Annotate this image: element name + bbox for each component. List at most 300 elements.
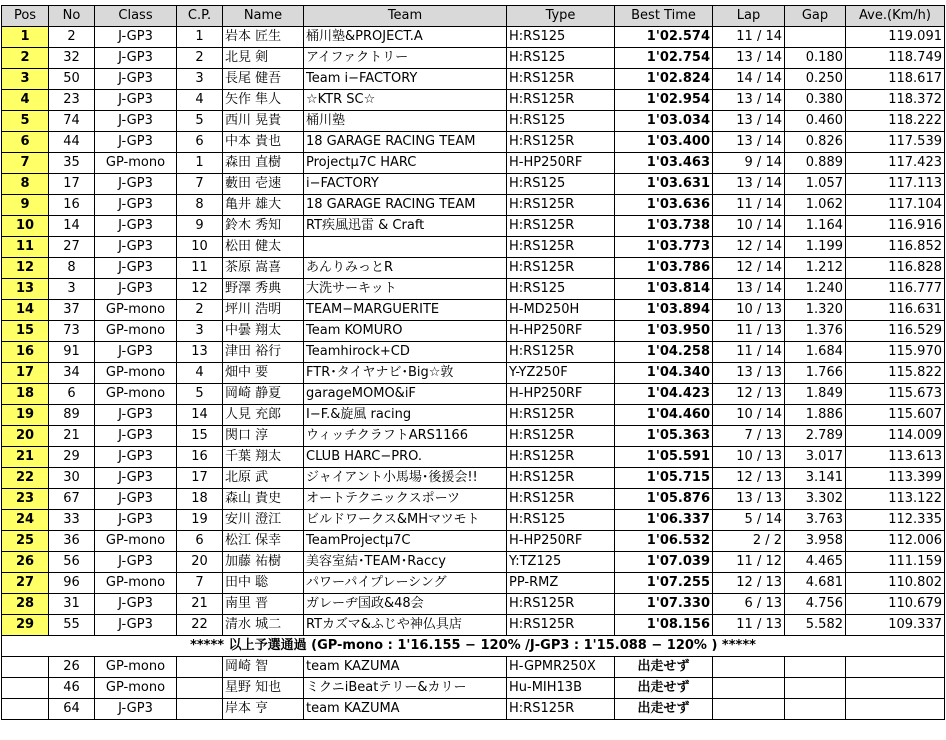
pos-cell: 2 bbox=[2, 48, 49, 69]
name-cell: 南里 晋 bbox=[223, 594, 304, 615]
gap-cell: 1.684 bbox=[785, 342, 846, 363]
pos-cell: 12 bbox=[2, 258, 49, 279]
gap-cell: 4.681 bbox=[785, 573, 846, 594]
best-time-cell: 1'04.258 bbox=[615, 342, 713, 363]
cp-cell bbox=[177, 678, 223, 699]
type-cell: H:RS125 bbox=[507, 174, 615, 195]
table-row bbox=[2, 321, 945, 342]
name-cell: 矢作 隼人 bbox=[223, 90, 304, 111]
gap-cell: 1.320 bbox=[785, 300, 846, 321]
lap-cell: 12 / 13 bbox=[713, 468, 785, 489]
type-cell: H:RS125R bbox=[507, 468, 615, 489]
gap-cell: 1.199 bbox=[785, 237, 846, 258]
no-cell: 64 bbox=[49, 699, 95, 720]
no-cell: 30 bbox=[49, 468, 95, 489]
class-cell: J-GP3 bbox=[95, 594, 177, 615]
gap-cell: 1.849 bbox=[785, 384, 846, 405]
name-cell: 岡崎 智 bbox=[223, 657, 304, 678]
type-cell: PP-RMZ bbox=[507, 573, 615, 594]
pos-cell: 11 bbox=[2, 237, 49, 258]
team-cell: ウィッチクラフトARS1166 bbox=[304, 426, 507, 447]
lap-cell: 11 / 14 bbox=[713, 27, 785, 48]
name-cell: 人見 充郎 bbox=[223, 405, 304, 426]
lap-cell: 10 / 13 bbox=[713, 300, 785, 321]
gap-cell: 1.057 bbox=[785, 174, 846, 195]
name-cell: 茶原 嵩喜 bbox=[223, 258, 304, 279]
team-cell: RT疾風迅雷 & Craft bbox=[304, 216, 507, 237]
best-time-cell: 1'03.894 bbox=[615, 300, 713, 321]
team-cell: i−FACTORY bbox=[304, 174, 507, 195]
name-cell: 森山 貴史 bbox=[223, 489, 304, 510]
best-time-cell: 1'02.754 bbox=[615, 48, 713, 69]
name-cell: 松江 保幸 bbox=[223, 531, 304, 552]
name-cell: 亀井 雄大 bbox=[223, 195, 304, 216]
ave-cell: 110.679 bbox=[846, 594, 945, 615]
best-time-cell: 1'03.034 bbox=[615, 111, 713, 132]
gap-cell: 1.376 bbox=[785, 321, 846, 342]
best-time-cell: 1'04.423 bbox=[615, 384, 713, 405]
status-cell: 出走せず bbox=[615, 699, 713, 720]
pos-cell: 28 bbox=[2, 594, 49, 615]
type-cell: H:RS125R bbox=[507, 405, 615, 426]
class-cell: J-GP3 bbox=[95, 90, 177, 111]
lap-cell: 6 / 13 bbox=[713, 594, 785, 615]
team-cell: I−F.&旋風 racing bbox=[304, 405, 507, 426]
best-time-cell: 1'04.340 bbox=[615, 363, 713, 384]
table-row bbox=[2, 48, 945, 69]
type-cell: H-GPMR250X bbox=[507, 657, 615, 678]
pos-cell: 21 bbox=[2, 447, 49, 468]
best-time-cell: 1'03.773 bbox=[615, 237, 713, 258]
ave-cell: 116.828 bbox=[846, 258, 945, 279]
ave-cell: 118.749 bbox=[846, 48, 945, 69]
name-cell: 藪田 壱速 bbox=[223, 174, 304, 195]
team-cell: ☆KTR SC☆ bbox=[304, 90, 507, 111]
pos-cell: 4 bbox=[2, 90, 49, 111]
gap-cell: 0.380 bbox=[785, 90, 846, 111]
pos-cell: 29 bbox=[2, 615, 49, 636]
no-cell: 35 bbox=[49, 153, 95, 174]
lap-cell: 11 / 14 bbox=[713, 342, 785, 363]
cp-cell: 14 bbox=[177, 405, 223, 426]
type-cell: H-HP250RF bbox=[507, 531, 615, 552]
type-cell: H:RS125R bbox=[507, 594, 615, 615]
cp-cell: 19 bbox=[177, 510, 223, 531]
lap-cell: 13 / 14 bbox=[713, 132, 785, 153]
cp-cell: 6 bbox=[177, 531, 223, 552]
team-cell: ガレーヂ国政&48会 bbox=[304, 594, 507, 615]
lap-cell: 12 / 14 bbox=[713, 237, 785, 258]
team-cell: パワーパイプレーシング bbox=[304, 573, 507, 594]
table-row bbox=[2, 510, 945, 531]
lap-cell: 13 / 14 bbox=[713, 174, 785, 195]
pos-cell: 15 bbox=[2, 321, 49, 342]
name-cell: 西川 晃貴 bbox=[223, 111, 304, 132]
type-cell: H-HP250RF bbox=[507, 321, 615, 342]
no-cell: 36 bbox=[49, 531, 95, 552]
best-time-cell: 1'05.715 bbox=[615, 468, 713, 489]
type-cell: Y:TZ125 bbox=[507, 552, 615, 573]
name-cell: 岩本 匠生 bbox=[223, 27, 304, 48]
class-cell: J-GP3 bbox=[95, 489, 177, 510]
type-cell: H:RS125R bbox=[507, 195, 615, 216]
ave-cell: 116.916 bbox=[846, 216, 945, 237]
name-cell: 千葉 翔太 bbox=[223, 447, 304, 468]
best-time-cell: 1'04.460 bbox=[615, 405, 713, 426]
no-cell: 26 bbox=[49, 657, 95, 678]
gap-cell: 1.240 bbox=[785, 279, 846, 300]
table-row bbox=[2, 405, 945, 426]
table-row bbox=[2, 132, 945, 153]
cp-cell: 13 bbox=[177, 342, 223, 363]
cp-cell: 3 bbox=[177, 321, 223, 342]
pos-cell: 3 bbox=[2, 69, 49, 90]
name-cell: 清水 城二 bbox=[223, 615, 304, 636]
gap-cell: 0.460 bbox=[785, 111, 846, 132]
class-cell: J-GP3 bbox=[95, 342, 177, 363]
gap-cell: 0.889 bbox=[785, 153, 846, 174]
pos-cell: 6 bbox=[2, 132, 49, 153]
cp-cell: 4 bbox=[177, 363, 223, 384]
gap-cell: 1.886 bbox=[785, 405, 846, 426]
table-row bbox=[2, 594, 945, 615]
status-cell: 出走せず bbox=[615, 678, 713, 699]
best-time-cell: 1'02.824 bbox=[615, 69, 713, 90]
no-cell: 34 bbox=[49, 363, 95, 384]
ave-cell: 113.613 bbox=[846, 447, 945, 468]
ave-cell: 111.159 bbox=[846, 552, 945, 573]
gap-cell: 1.062 bbox=[785, 195, 846, 216]
lap-cell: 12 / 14 bbox=[713, 258, 785, 279]
class-cell: J-GP3 bbox=[95, 510, 177, 531]
no-cell: 31 bbox=[49, 594, 95, 615]
gap-cell: 2.789 bbox=[785, 426, 846, 447]
team-cell: FTR･タイヤナビ･Big☆敦 bbox=[304, 363, 507, 384]
no-cell: 37 bbox=[49, 300, 95, 321]
dns-row bbox=[2, 699, 945, 720]
best-time-cell: 1'03.463 bbox=[615, 153, 713, 174]
type-cell: H:RS125R bbox=[507, 258, 615, 279]
no-cell: 17 bbox=[49, 174, 95, 195]
class-cell: GP-mono bbox=[95, 573, 177, 594]
ave-cell: 116.631 bbox=[846, 300, 945, 321]
team-cell: RTカズマ&ふじや神仏具店 bbox=[304, 615, 507, 636]
lap-cell: 10 / 14 bbox=[713, 216, 785, 237]
table-row bbox=[2, 342, 945, 363]
team-cell: Team KOMURO bbox=[304, 321, 507, 342]
type-cell: H-HP250RF bbox=[507, 384, 615, 405]
status-cell: 出走せず bbox=[615, 657, 713, 678]
header-ave: Ave.(Km/h) bbox=[846, 6, 945, 27]
lap-cell bbox=[713, 699, 785, 720]
table-row bbox=[2, 279, 945, 300]
cp-cell: 1 bbox=[177, 153, 223, 174]
pos-cell: 18 bbox=[2, 384, 49, 405]
table-row bbox=[2, 363, 945, 384]
header-team: Team bbox=[304, 6, 507, 27]
team-cell: 桶川塾&PROJECT.A bbox=[304, 27, 507, 48]
team-cell: TeamProjectμ7C bbox=[304, 531, 507, 552]
no-cell: 56 bbox=[49, 552, 95, 573]
results-table bbox=[1, 5, 945, 720]
type-cell: H:RS125R bbox=[507, 216, 615, 237]
team-cell: garageMOMO&iF bbox=[304, 384, 507, 405]
header-class: Class bbox=[95, 6, 177, 27]
cp-cell: 21 bbox=[177, 594, 223, 615]
type-cell: H:RS125R bbox=[507, 426, 615, 447]
header-name: Name bbox=[223, 6, 304, 27]
name-cell: 加藤 祐樹 bbox=[223, 552, 304, 573]
gap-cell: 3.302 bbox=[785, 489, 846, 510]
team-cell: CLUB HARC−PRO. bbox=[304, 447, 507, 468]
best-time-cell: 1'06.337 bbox=[615, 510, 713, 531]
no-cell: 32 bbox=[49, 48, 95, 69]
best-time-cell: 1'03.636 bbox=[615, 195, 713, 216]
pos-cell: 25 bbox=[2, 531, 49, 552]
ave-cell: 109.337 bbox=[846, 615, 945, 636]
no-cell: 96 bbox=[49, 573, 95, 594]
pos-cell: 17 bbox=[2, 363, 49, 384]
class-cell: J-GP3 bbox=[95, 132, 177, 153]
lap-cell: 10 / 13 bbox=[713, 447, 785, 468]
best-time-cell: 1'06.532 bbox=[615, 531, 713, 552]
dns-row bbox=[2, 657, 945, 678]
gap-cell: 0.250 bbox=[785, 69, 846, 90]
team-cell: あんりみっとR bbox=[304, 258, 507, 279]
ave-cell: 119.091 bbox=[846, 27, 945, 48]
no-cell: 73 bbox=[49, 321, 95, 342]
lap-cell bbox=[713, 657, 785, 678]
type-cell: H:RS125 bbox=[507, 27, 615, 48]
best-time-cell: 1'05.876 bbox=[615, 489, 713, 510]
class-cell: GP-mono bbox=[95, 363, 177, 384]
type-cell: H:RS125 bbox=[507, 279, 615, 300]
gap-cell: 4.465 bbox=[785, 552, 846, 573]
ave-cell: 118.372 bbox=[846, 90, 945, 111]
class-cell: J-GP3 bbox=[95, 27, 177, 48]
name-cell: 安川 澄江 bbox=[223, 510, 304, 531]
no-cell: 16 bbox=[49, 195, 95, 216]
lap-cell: 13 / 14 bbox=[713, 279, 785, 300]
class-cell: J-GP3 bbox=[95, 468, 177, 489]
ave-cell: 112.335 bbox=[846, 510, 945, 531]
pos-cell: 10 bbox=[2, 216, 49, 237]
type-cell: H:RS125 bbox=[507, 510, 615, 531]
ave-cell: 117.113 bbox=[846, 174, 945, 195]
table-row bbox=[2, 216, 945, 237]
type-cell: H:RS125R bbox=[507, 699, 615, 720]
team-cell: アイファクトリー bbox=[304, 48, 507, 69]
table-row bbox=[2, 300, 945, 321]
pos-cell bbox=[2, 699, 49, 720]
best-time-cell: 1'03.786 bbox=[615, 258, 713, 279]
class-cell: GP-mono bbox=[95, 153, 177, 174]
no-cell: 91 bbox=[49, 342, 95, 363]
team-cell: 大洗サーキット bbox=[304, 279, 507, 300]
name-cell: 坪川 浩明 bbox=[223, 300, 304, 321]
pos-cell: 7 bbox=[2, 153, 49, 174]
qualification-note-row bbox=[2, 636, 945, 657]
gap-cell: 3.141 bbox=[785, 468, 846, 489]
ave-cell: 118.617 bbox=[846, 69, 945, 90]
best-time-cell: 1'03.738 bbox=[615, 216, 713, 237]
no-cell: 2 bbox=[49, 27, 95, 48]
no-cell: 6 bbox=[49, 384, 95, 405]
type-cell: H:RS125R bbox=[507, 90, 615, 111]
lap-cell bbox=[713, 678, 785, 699]
class-cell: GP-mono bbox=[95, 384, 177, 405]
name-cell: 松田 健太 bbox=[223, 237, 304, 258]
no-cell: 50 bbox=[49, 69, 95, 90]
lap-cell: 14 / 14 bbox=[713, 69, 785, 90]
best-time-cell: 1'03.950 bbox=[615, 321, 713, 342]
class-cell: GP-mono bbox=[95, 531, 177, 552]
no-cell: 23 bbox=[49, 90, 95, 111]
team-cell bbox=[304, 237, 507, 258]
no-cell: 67 bbox=[49, 489, 95, 510]
name-cell: 鈴木 秀知 bbox=[223, 216, 304, 237]
pos-cell: 5 bbox=[2, 111, 49, 132]
team-cell: 18 GARAGE RACING TEAM bbox=[304, 132, 507, 153]
lap-cell: 12 / 13 bbox=[713, 573, 785, 594]
header-best-time: Best Time bbox=[615, 6, 713, 27]
cp-cell: 17 bbox=[177, 468, 223, 489]
best-time-cell: 1'03.814 bbox=[615, 279, 713, 300]
best-time-cell: 1'07.330 bbox=[615, 594, 713, 615]
cp-cell: 2 bbox=[177, 300, 223, 321]
ave-cell bbox=[846, 657, 945, 678]
table-row bbox=[2, 111, 945, 132]
ave-cell bbox=[846, 699, 945, 720]
table-row bbox=[2, 258, 945, 279]
table-row bbox=[2, 468, 945, 489]
table-row bbox=[2, 615, 945, 636]
cp-cell: 8 bbox=[177, 195, 223, 216]
header-no: No bbox=[49, 6, 95, 27]
cp-cell bbox=[177, 699, 223, 720]
pos-cell: 16 bbox=[2, 342, 49, 363]
name-cell: 津田 裕行 bbox=[223, 342, 304, 363]
team-cell: Teamhirock+CD bbox=[304, 342, 507, 363]
gap-cell: 1.212 bbox=[785, 258, 846, 279]
type-cell: H-HP250RF bbox=[507, 153, 615, 174]
class-cell: J-GP3 bbox=[95, 699, 177, 720]
team-cell: TEAM−MARGUERITE bbox=[304, 300, 507, 321]
type-cell: H:RS125 bbox=[507, 48, 615, 69]
cp-cell: 9 bbox=[177, 216, 223, 237]
pos-cell: 27 bbox=[2, 573, 49, 594]
cp-cell: 15 bbox=[177, 426, 223, 447]
team-cell: ビルドワークス&MHマツモト bbox=[304, 510, 507, 531]
team-cell: 18 GARAGE RACING TEAM bbox=[304, 195, 507, 216]
lap-cell: 13 / 13 bbox=[713, 363, 785, 384]
ave-cell: 117.539 bbox=[846, 132, 945, 153]
pos-cell: 26 bbox=[2, 552, 49, 573]
gap-cell: 5.582 bbox=[785, 615, 846, 636]
no-cell: 46 bbox=[49, 678, 95, 699]
name-cell: 森田 直樹 bbox=[223, 153, 304, 174]
header-gap: Gap bbox=[785, 6, 846, 27]
lap-cell: 13 / 14 bbox=[713, 48, 785, 69]
lap-cell: 11 / 13 bbox=[713, 321, 785, 342]
ave-cell: 116.852 bbox=[846, 237, 945, 258]
pos-cell bbox=[2, 678, 49, 699]
no-cell: 3 bbox=[49, 279, 95, 300]
ave-cell: 110.802 bbox=[846, 573, 945, 594]
lap-cell: 9 / 14 bbox=[713, 153, 785, 174]
ave-cell: 112.006 bbox=[846, 531, 945, 552]
header-pos: Pos bbox=[2, 6, 49, 27]
team-cell: team KAZUMA bbox=[304, 699, 507, 720]
table-row bbox=[2, 27, 945, 48]
ave-cell: 115.673 bbox=[846, 384, 945, 405]
table-row bbox=[2, 174, 945, 195]
cp-cell bbox=[177, 657, 223, 678]
gap-cell: 3.017 bbox=[785, 447, 846, 468]
header-cp: C.P. bbox=[177, 6, 223, 27]
type-cell: H:RS125R bbox=[507, 132, 615, 153]
name-cell: 野澤 秀典 bbox=[223, 279, 304, 300]
table-row bbox=[2, 237, 945, 258]
ave-cell: 115.970 bbox=[846, 342, 945, 363]
lap-cell: 11 / 14 bbox=[713, 195, 785, 216]
gap-cell bbox=[785, 699, 846, 720]
ave-cell: 117.423 bbox=[846, 153, 945, 174]
cp-cell: 22 bbox=[177, 615, 223, 636]
class-cell: J-GP3 bbox=[95, 48, 177, 69]
class-cell: J-GP3 bbox=[95, 279, 177, 300]
type-cell: H:RS125R bbox=[507, 342, 615, 363]
gap-cell: 4.756 bbox=[785, 594, 846, 615]
cp-cell: 20 bbox=[177, 552, 223, 573]
cp-cell: 1 bbox=[177, 27, 223, 48]
no-cell: 21 bbox=[49, 426, 95, 447]
table-row bbox=[2, 153, 945, 174]
cp-cell: 12 bbox=[177, 279, 223, 300]
lap-cell: 13 / 14 bbox=[713, 111, 785, 132]
best-time-cell: 1'07.255 bbox=[615, 573, 713, 594]
header-lap: Lap bbox=[713, 6, 785, 27]
lap-cell: 13 / 13 bbox=[713, 489, 785, 510]
name-cell: 北見 剣 bbox=[223, 48, 304, 69]
name-cell: 中本 貴也 bbox=[223, 132, 304, 153]
cp-cell: 5 bbox=[177, 384, 223, 405]
type-cell: H:RS125R bbox=[507, 489, 615, 510]
class-cell: GP-mono bbox=[95, 321, 177, 342]
cp-cell: 7 bbox=[177, 573, 223, 594]
ave-cell: 115.822 bbox=[846, 363, 945, 384]
results-body bbox=[2, 27, 945, 720]
name-cell: 星野 知也 bbox=[223, 678, 304, 699]
gap-cell bbox=[785, 678, 846, 699]
cp-cell: 6 bbox=[177, 132, 223, 153]
pos-cell: 9 bbox=[2, 195, 49, 216]
table-row bbox=[2, 552, 945, 573]
type-cell: H-MD250H bbox=[507, 300, 615, 321]
dns-row bbox=[2, 678, 945, 699]
pos-cell: 20 bbox=[2, 426, 49, 447]
best-time-cell: 1'08.156 bbox=[615, 615, 713, 636]
best-time-cell: 1'05.363 bbox=[615, 426, 713, 447]
class-cell: J-GP3 bbox=[95, 69, 177, 90]
gap-cell: 3.958 bbox=[785, 531, 846, 552]
name-cell: 中曇 翔太 bbox=[223, 321, 304, 342]
no-cell: 55 bbox=[49, 615, 95, 636]
class-cell: J-GP3 bbox=[95, 237, 177, 258]
no-cell: 44 bbox=[49, 132, 95, 153]
team-cell: Team i−FACTORY bbox=[304, 69, 507, 90]
gap-cell: 0.826 bbox=[785, 132, 846, 153]
